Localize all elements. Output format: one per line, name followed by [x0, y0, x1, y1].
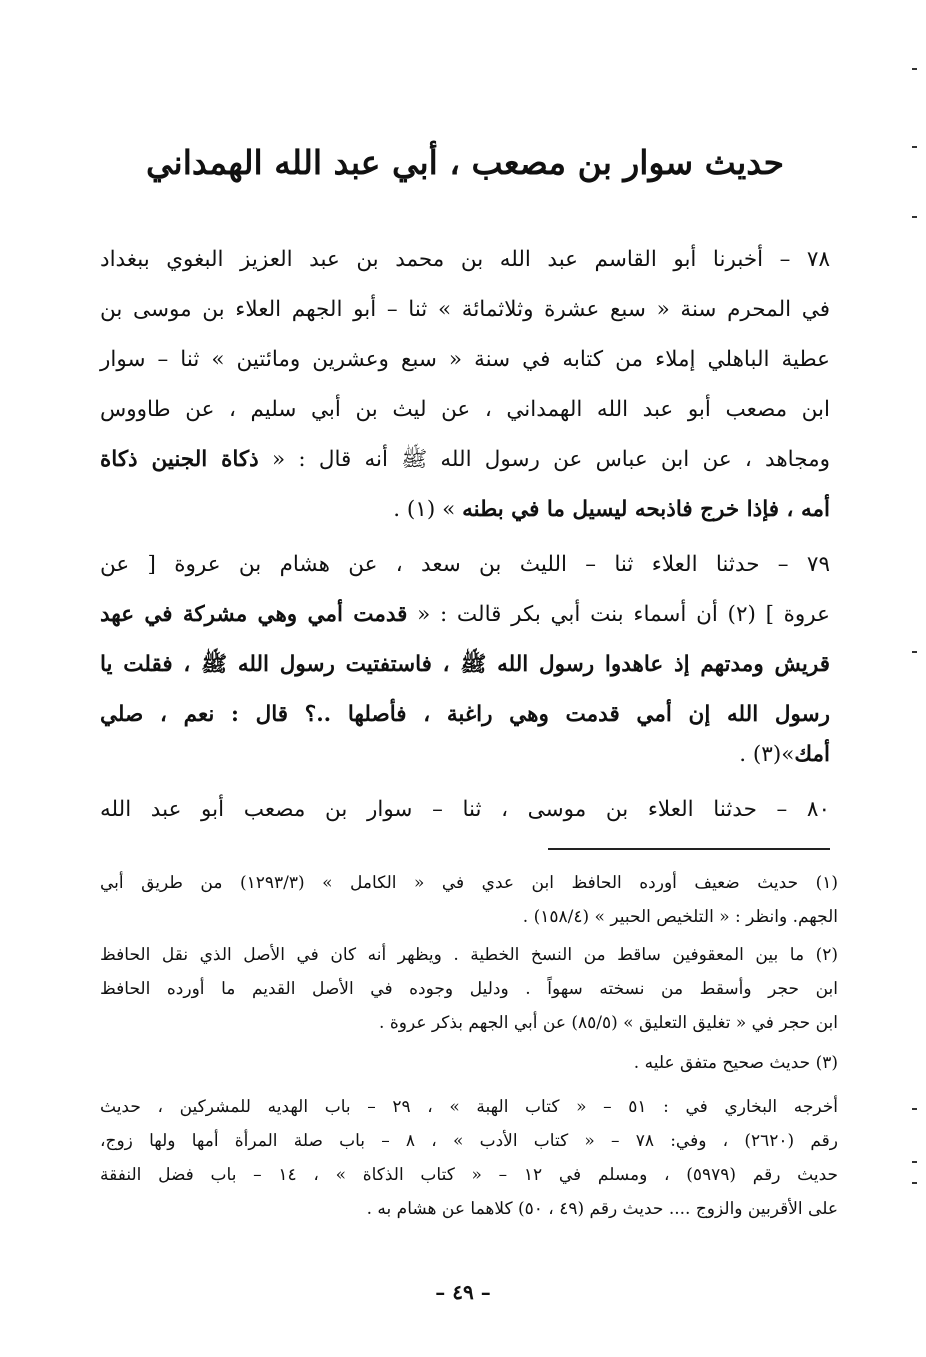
footnote-3-line-1: (٣) حديث صحيح متفق عليه . [633, 1053, 838, 1073]
hadith-79-footnote-ref: »(٣) . [739, 742, 795, 767]
scan-mark [912, 146, 917, 148]
hadith-79-quote-start: قدمت أمي وهي مشركة في عهد [100, 602, 408, 627]
footnote-2-line-2: ابن حجر وأسقط من نسخته سهواً . ودليل وجوده في الأصل القديم ما أورده الحافظ [100, 979, 838, 999]
footnote-3-line-3: رقم (٢٦٢٠) ، وفي: ٧٨ – « كتاب الأدب » ، ٨ – باب صلة المرأة أمها ولها زوج، [100, 1131, 838, 1151]
hadith-78-line-6 [100, 485, 830, 535]
footnote-3-line-2: أخرجه البخاري في : ٥١ – « كتاب الهبة » ، ٢٩ – باب الهديه للمشركين ، حديث [100, 1097, 838, 1117]
hadith-79-line-1: ٧٩ – حدثنا العلاء ثنا – الليث بن سعد ، عن هشام بن عروة [ عن [100, 552, 830, 577]
scan-mark [912, 1182, 917, 1184]
chapter-title: حديث سوار بن مصعب ، أبي عبد الله الهمداني [146, 143, 784, 182]
scan-mark [912, 1108, 917, 1110]
page-number: – ٤٩ – [435, 1280, 491, 1304]
hadith-79-line-2-text: عروة ] (٢) أن أسماء بنت أبي بكر قالت : « [407, 602, 830, 627]
hadith-78-line-1: ٧٨ – أخبرنا أبو القاسم عبد الله بن محمد بن عبد العزيز البغوي ببغداد [100, 247, 830, 272]
hadith-78-line-3: عطية الباهلي إملاء من كتابه في سنة « سبع وعشرين ومائتين » ثنا – سوار [100, 347, 830, 372]
hadith-78-line-5 [100, 435, 830, 485]
hadith-79-line-4: رسول الله إن أمي قدمت وهي راغبة ، فأصلها ..؟ قال : نعم ، صلي [100, 702, 830, 727]
hadith-78-quote-end: أمه ، فإذا خرج فاذبحه ليسيل ما في بطنه [462, 497, 830, 522]
footnote-2-line-3: ابن حجر في « تغليق التعليق » (٨٥/٥) عن أبي الجهم بذكر عروة . [379, 1013, 838, 1033]
hadith-79-line-2 [100, 590, 830, 640]
footnote-1-line-1: (١) حديث ضعيف أورده الحافظ ابن عدي في « الكامل » (١٢٩٣/٣) من طريق أبي [100, 873, 838, 893]
hadith-78-line-4: ابن مصعب أبو عبد الله الهمداني ، عن ليث بن أبي سليم ، عن طاووس [100, 397, 830, 422]
hadith-78-line-2: في المحرم سنة « سبع عشرة وثلاثمائة » ثنا – أبو الجهم العلاء بن موسى بن [100, 297, 830, 322]
hadith-79-quote-end: أمك [794, 742, 830, 767]
scan-mark [912, 216, 917, 218]
scan-mark [912, 651, 917, 653]
hadith-78-quote-start: ذكاة الجنين ذكاة [100, 447, 259, 472]
footnote-2-line-1: (٢) ما بين المعقوفين ساقط من النسخ الخطية . ويظهر أنه كان في الأصل الذي نقل الحافظ [100, 945, 838, 965]
footnote-3-line-4: حديث رقم (٥٩٧٩) ، ومسلم في ١٢ – « كتاب الذكاة » ، ١٤ – باب فضل النفقة [100, 1165, 839, 1185]
footnote-3-line-5: على الأقربين والزوج .... حديث رقم (٤٩ ، ٥٠) كلاهما عن هشام به . [366, 1199, 838, 1219]
hadith-78-line-5-text: ومجاهد ، عن ابن عباس عن رسول الله ﷺ أنه قال : « [258, 447, 830, 472]
footnote-1-line-2: الجهم. وانظر : « التلخيص الحبير » (١٥٨/٤) . [522, 907, 838, 927]
hadith-79-line-5 [100, 730, 830, 780]
hadith-79-line-3: قريش ومدتهم إذ عاهدوا رسول الله ﷺ ، فاستفتيت رسول الله ﷺ ، فقلت يا [100, 652, 830, 677]
footnote-separator [548, 848, 830, 850]
hadith-78-footnote-ref: » (١) . [393, 497, 463, 522]
hadith-80-line-1: ٨٠ – حدثنا العلاء بن موسى ، ثنا – سوار بن مصعب أبو عبد الله [100, 797, 830, 822]
scan-mark [912, 1161, 917, 1163]
scan-mark [912, 68, 917, 70]
